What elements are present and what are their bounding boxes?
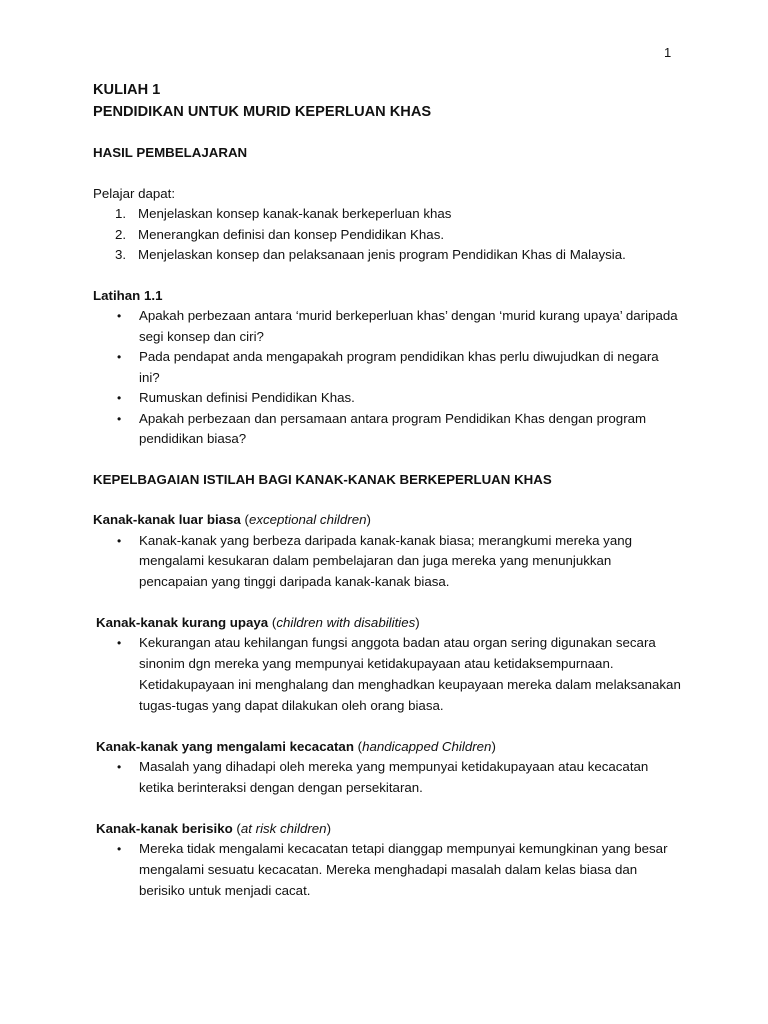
bullet-icon: •	[117, 760, 122, 775]
list-item-text: Menjelaskan konsep kanak-kanak berkeperluan khas	[138, 206, 452, 221]
term-paren-open: (	[232, 820, 241, 836]
learning-outcomes-list	[93, 204, 683, 266]
list-item	[93, 409, 683, 450]
term-paren-close: )	[415, 614, 420, 630]
list-item	[93, 204, 683, 225]
exercise-list	[93, 306, 683, 450]
list-item-text: Pada pendapat anda mengapakah program pendidikan khas perlu diwujudkan di negara ini?	[139, 349, 659, 385]
lecture-number-title: KULIAH 1	[93, 82, 161, 98]
lecture-main-title: PENDIDIKAN UNTUK MURID KEPERLUAN KHAS	[93, 103, 432, 120]
term-paren-open: (	[240, 512, 249, 527]
term-english: at risk children	[240, 820, 327, 836]
list-item	[93, 388, 683, 409]
term-heading	[93, 510, 683, 531]
learning-outcomes-heading: HASIL PEMBELAJARAN	[93, 145, 248, 160]
list-item-text: Menerangkan definisi dan konsep Pendidikan Khas.	[138, 226, 445, 242]
list-item	[93, 839, 683, 901]
list-item-number: 2.	[115, 226, 127, 242]
bullet-icon: •	[117, 636, 122, 651]
list-item	[93, 225, 683, 246]
bullet-icon: •	[117, 350, 122, 364]
learning-outcomes-intro: Pelajar dapat:	[93, 185, 176, 201]
list-item-number: 1.	[115, 206, 127, 221]
term-description-list	[93, 633, 683, 716]
term-description-list	[93, 839, 683, 901]
term-heading	[93, 737, 683, 758]
term-english: children with disabilities	[276, 614, 416, 630]
term-heading	[93, 613, 683, 634]
list-item-text: Apakah perbezaan antara ‘murid berkeperluan khas’ dengan ‘murid kurang upaya’ daripada segi konsep dan ciri?	[139, 308, 678, 344]
term-english: exceptional children	[248, 512, 367, 527]
term-description: Kekurangan atau kehilangan fungsi anggota badan atau organ sering digunakan secara sinonim dgn mereka yang mempunyai ketidakupayaan atau ketidaksempurnaan. Ketidakupayaan ini menghalang dan menghadkan keupayaan mereka dalam melaksanakan tugas-tugas yang dapat dilakukan oleh orang biasa.	[139, 635, 681, 713]
list-item	[93, 347, 683, 388]
exercise-heading: Latihan 1.1	[93, 287, 163, 303]
list-item-text: Apakah perbezaan dan persamaan antara program Pendidikan Khas dengan program pendidikan biasa?	[139, 410, 647, 446]
term-paren-open: (	[268, 614, 277, 630]
bullet-icon: •	[117, 411, 122, 426]
term-description: Kanak-kanak yang berbeza daripada kanak-kanak biasa; merangkumi mereka yang mengalami kesukaran dalam pembelajaran dan juga mereka yang menunjukkan pencapaian yang tinggi daripada kanak-kanak biasa.	[139, 532, 633, 590]
list-item	[93, 633, 683, 716]
bullet-icon: •	[117, 533, 122, 548]
term-paren-close: )	[326, 820, 332, 836]
list-item-text: Rumuskan definisi Pendidikan Khas.	[139, 390, 355, 405]
term-paren-open: (	[353, 738, 363, 754]
document-body	[93, 80, 683, 902]
list-item-text: Menjelaskan konsep dan pelaksanaan jenis program Pendidikan Khas di Malaysia.	[138, 247, 626, 262]
bullet-icon: •	[117, 309, 122, 323]
bullet-icon: •	[117, 842, 122, 857]
term-name: Kanak-kanak berisiko	[96, 820, 233, 836]
term-paren-close: )	[366, 512, 371, 527]
term-name: Kanak-kanak kurang upaya	[96, 614, 269, 630]
term-description: Mereka tidak mengalami kecacatan tetapi dianggap mempunyai kemungkinan yang besar mengalami sesuatu kecacatan. Mereka menghadapi masalah dalam kelas biasa dan berisiko untuk menjadi cacat.	[139, 841, 668, 898]
term-description: Masalah yang dihadapi oleh mereka yang mempunyai ketidakupayaan atau kecacatan ketika berinteraksi dengan dengan persekitaran.	[139, 759, 649, 795]
term-description-list	[93, 757, 683, 799]
list-item-number: 3.	[115, 247, 127, 262]
terms-section-heading: KEPELBAGAIAN ISTILAH BAGI KANAK-KANAK BERKEPERLUAN KHAS	[93, 471, 552, 487]
list-item	[93, 245, 683, 266]
term-description-list	[93, 531, 683, 593]
list-item	[93, 306, 683, 347]
term-heading	[93, 819, 683, 840]
list-item	[93, 531, 683, 593]
list-item	[93, 757, 683, 799]
term-name: Kanak-kanak luar biasa	[93, 512, 241, 527]
bullet-icon: •	[117, 391, 122, 405]
term-name: Kanak-kanak yang mengalami kecacatan	[96, 738, 354, 754]
page-number: 1	[664, 45, 672, 60]
term-paren-close: )	[491, 738, 496, 754]
term-english: handicapped Children	[362, 738, 492, 754]
